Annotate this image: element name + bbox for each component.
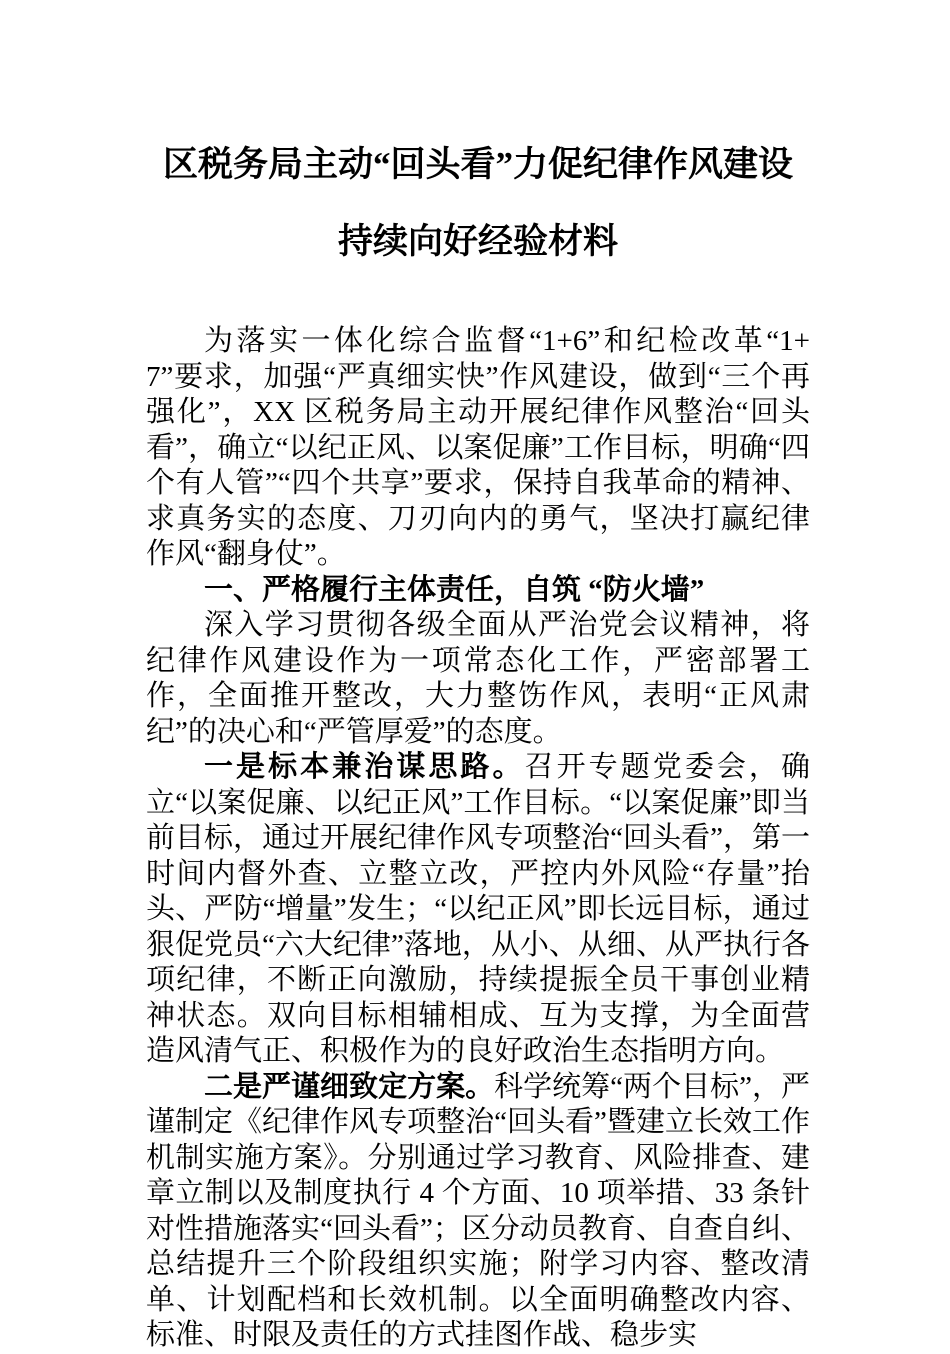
point-paragraph-2-lead: 二是严谨细致定方案。 bbox=[204, 1070, 495, 1103]
intro-paragraph-text: 为落实一体化综合监督“1+6”和纪检改革“1+7”要求，加强“严真细实快”作风建设，做到“三个再强化”，XX 区税务局主动开展纪律作风整治“回头看”，确立“以纪正风、以案促廉”工作目标，明确“四个有人管”“四个共享”要求，保持自我革命的精神、求真务实的态度、刀刃向内的勇气，坚决打赢纪律作风“翻身仗”。 bbox=[146, 325, 810, 570]
document-title bbox=[146, 126, 810, 280]
point-paragraph-1-lead: 一是标本兼治谋思路。 bbox=[204, 751, 525, 783]
section-heading-1-text: 一、严格履行主体责任，自筑 “防火墙” bbox=[204, 573, 705, 606]
document-title-text: 区税务局主动“回头看”力促纪律作风建设持续向好经验材料 bbox=[162, 145, 793, 261]
point-paragraph-2-text: 科学统筹“两个目标”，严谨制定《纪律作风专项整治“回头看”暨建立长效工作机制实施方案》。分别通过学习教育、风险排查、建章立制以及制度执行 4 个方面、10 项举措、33 条针对性措施落实“回头看”；区分动员教育、自查自纠、总结提升三个阶段组织实施；附学习内容、整改清单、计划配档和长效机制。以全面明确整改内容、标准、时限及责任的方式挂图作战、稳步实 bbox=[146, 1070, 810, 1351]
body-paragraph-1-text: 深入学习贯彻各级全面从严治党会议精神，将纪律作风建设作为一项常态化工作，严密部署工作，全面推开整改，大力整饬作风，表明“正风肃纪”的决心和“严管厚爱”的态度。 bbox=[146, 609, 810, 748]
point-paragraph-2 bbox=[146, 1070, 810, 1354]
point-paragraph-1-text: 召开专题党委会，确立“以案促廉、以纪正风”工作目标。“以案促廉”即当前目标，通过开展纪律作风专项整治“回头看”，第一时间内督外查、立整立改，严控内外风险“存量”抬头、严防“增量”发生；“以纪正风”即长远目标，通过狠促党员“六大纪律”落地，从小、从细、从严执行各项纪律，不断正向激励，持续提振全员干事创业精神状态。双向目标相辅相成、互为支撑，为全面营造风清气正、积极作为的良好政治生态指明方向。 bbox=[146, 751, 810, 1067]
point-paragraph-1 bbox=[146, 750, 810, 1070]
section-heading-1 bbox=[146, 573, 810, 609]
intro-paragraph bbox=[146, 324, 810, 573]
body-paragraph-1 bbox=[146, 608, 810, 750]
